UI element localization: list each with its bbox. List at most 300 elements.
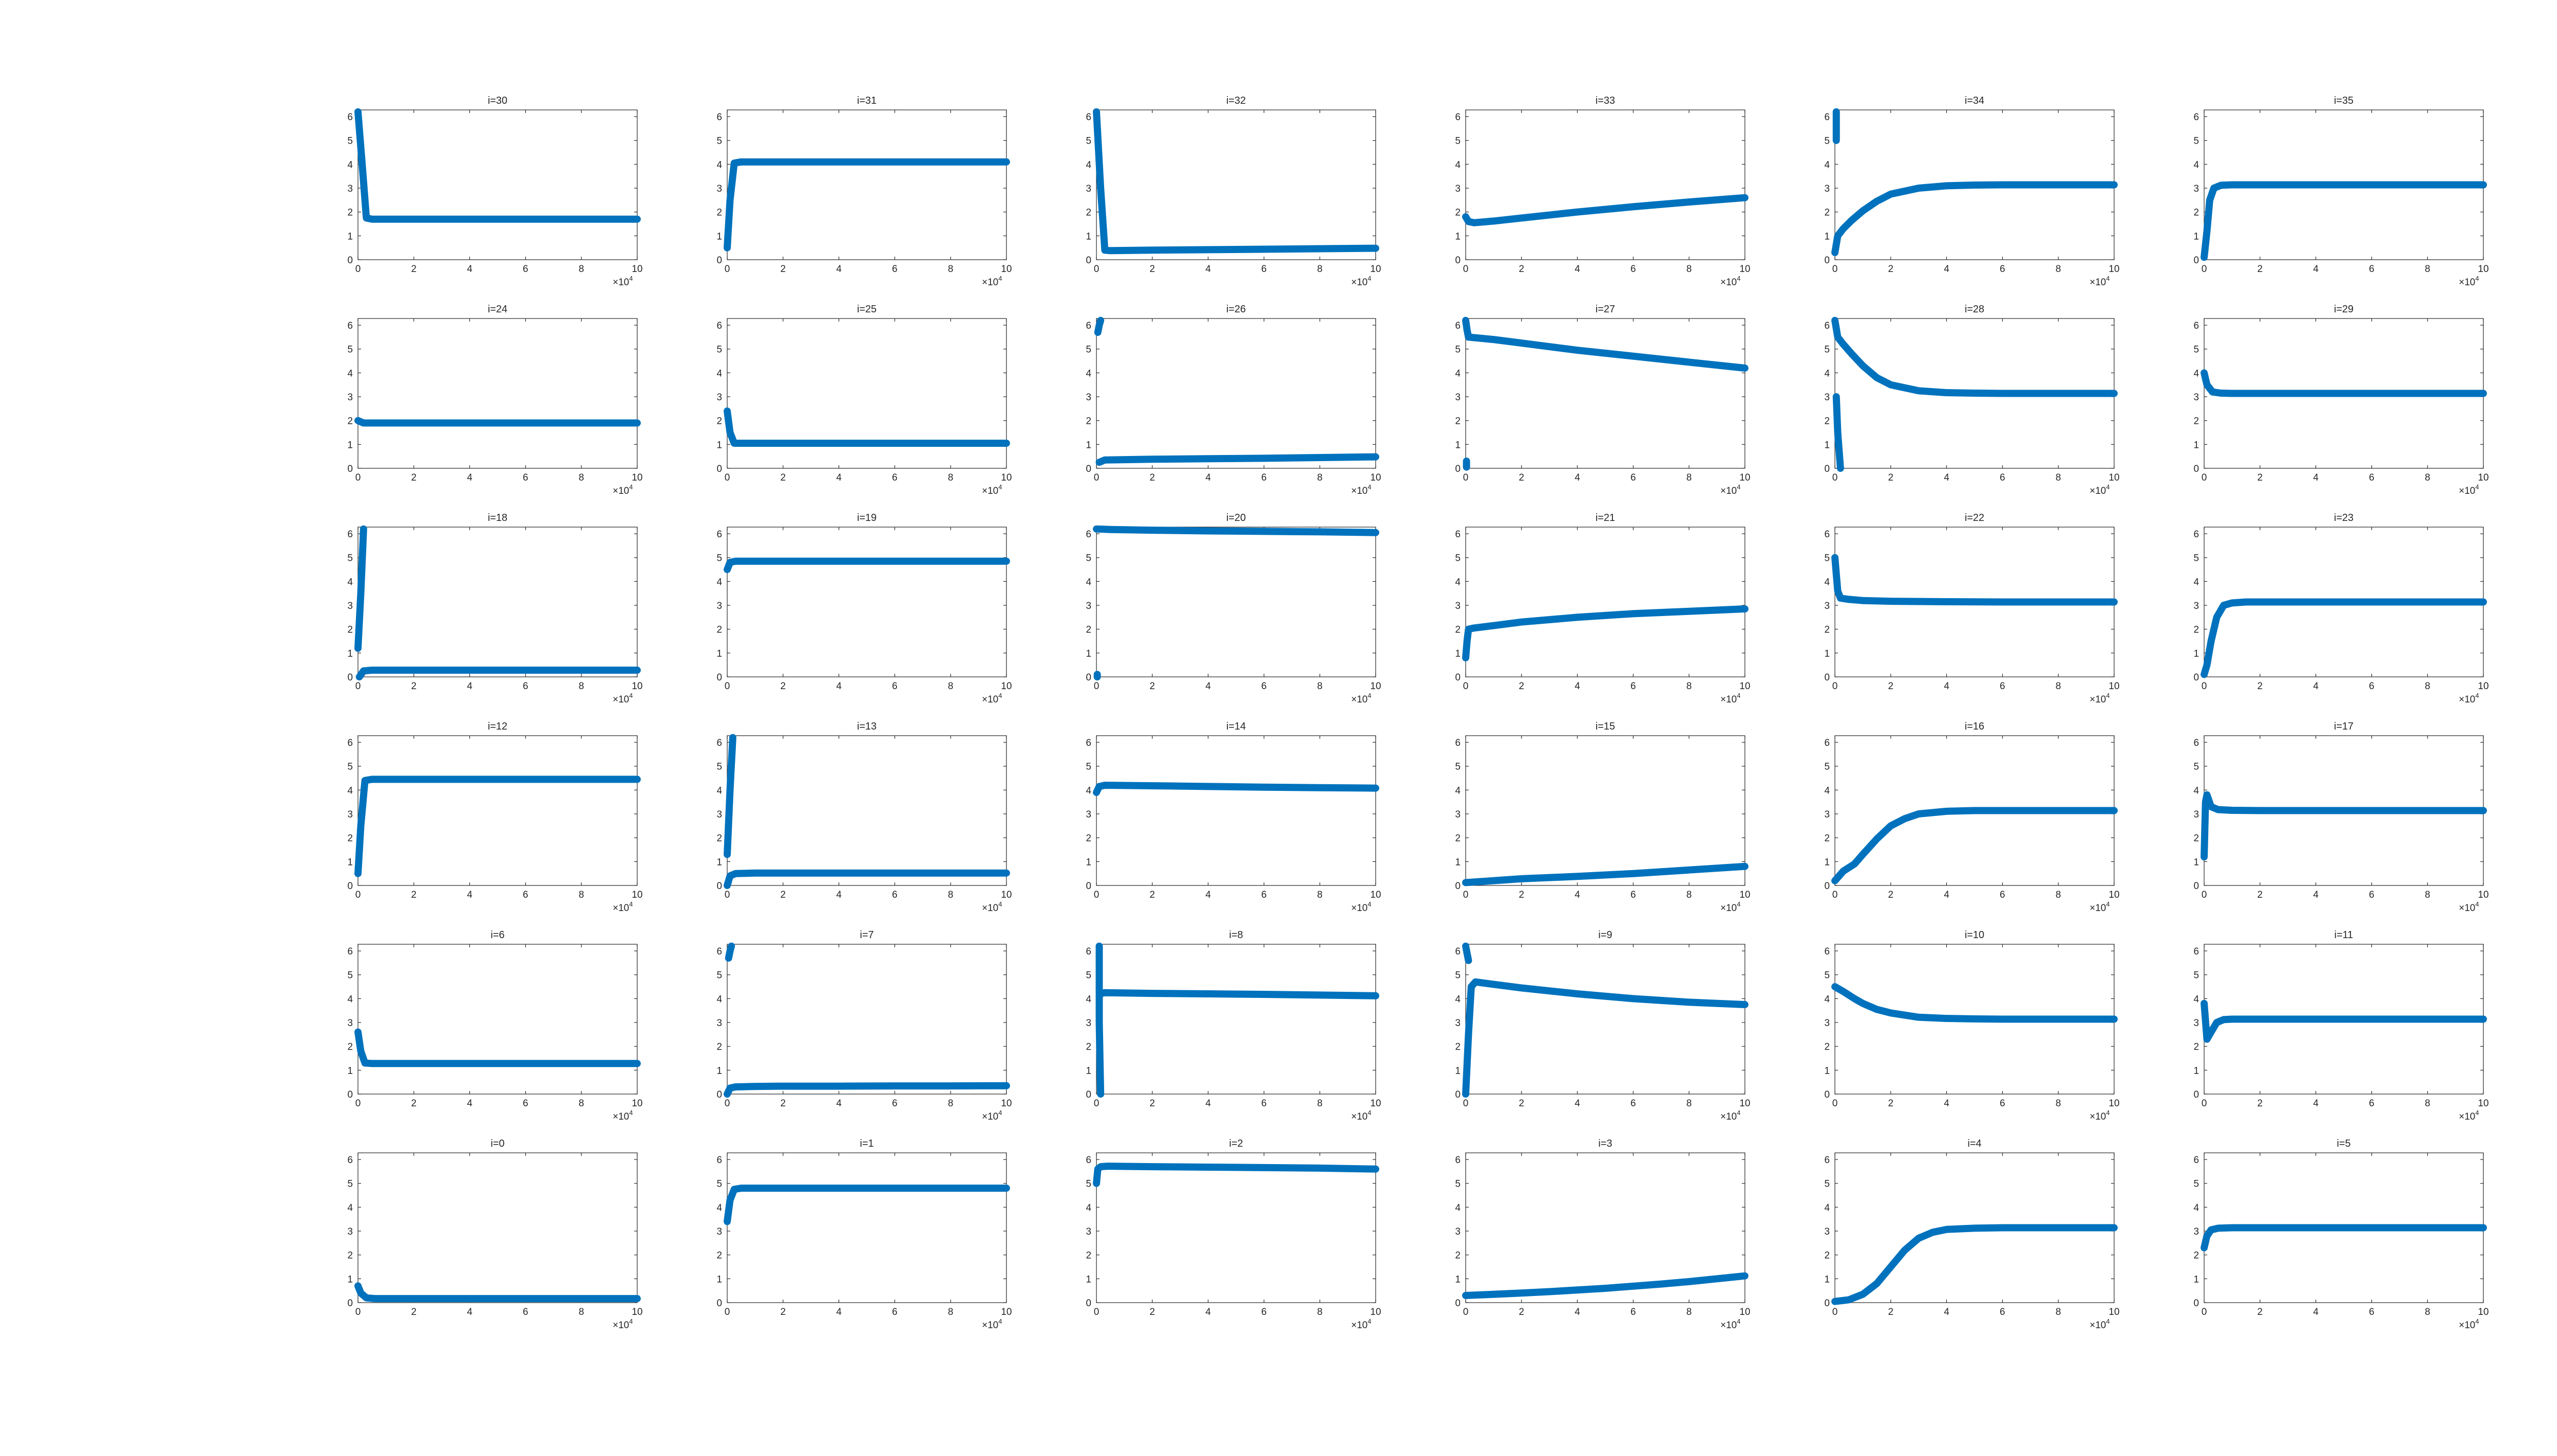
x-tick-label: 2	[2257, 1098, 2263, 1109]
x-exponent-label	[613, 692, 633, 705]
x-tick-label: 8	[948, 1098, 954, 1109]
x-tick-label: 6	[2369, 1307, 2374, 1317]
x-exponent-power: 4	[629, 900, 633, 908]
x-exponent-power: 4	[1367, 692, 1372, 699]
y-tick-label: 1	[1824, 440, 1830, 451]
x-tick-label: 2	[780, 1098, 786, 1109]
y-tick-label: 6	[2193, 738, 2199, 749]
x-exponent-label	[613, 483, 633, 496]
x-tick-label: 4	[1205, 681, 1211, 692]
x-tick-label: 4	[836, 264, 842, 275]
x-exponent-base: ×10	[2459, 277, 2476, 288]
x-exponent-base: ×10	[1720, 694, 1737, 705]
x-tick-label: 8	[1317, 890, 1323, 900]
x-exponent-base: ×10	[613, 1320, 630, 1331]
x-tick-label: 6	[2369, 890, 2374, 900]
x-tick-label: 4	[1205, 1307, 1211, 1317]
x-tick-label: 4	[1575, 264, 1580, 275]
y-tick-label: 4	[1824, 1202, 1830, 1214]
subplot-title: i=34	[1964, 95, 1985, 106]
x-tick-label: 4	[836, 1307, 842, 1317]
y-tick-label: 0	[2193, 255, 2199, 266]
x-exponent-label	[2090, 1317, 2110, 1331]
subplot-title: i=16	[1964, 721, 1985, 732]
x-tick-label: 0	[724, 890, 730, 900]
y-tick-label: 5	[1824, 970, 1830, 981]
x-tick-label: 10	[1739, 1307, 1751, 1317]
y-tick-label: 4	[2193, 1202, 2199, 1214]
y-tick-label: 5	[1824, 761, 1830, 772]
y-tick-label: 6	[1455, 321, 1461, 332]
y-tick-label: 0	[1455, 255, 1461, 266]
y-tick-label: 2	[1455, 207, 1461, 218]
x-tick-label: 0	[355, 1098, 361, 1109]
y-tick-label: 1	[2193, 231, 2199, 242]
y-tick-label: 4	[716, 160, 722, 171]
y-tick-label: 6	[716, 1155, 722, 1166]
y-tick-label: 0	[347, 672, 353, 683]
axes-frame	[358, 1153, 637, 1303]
x-tick-label: 2	[1888, 1098, 1894, 1109]
x-exponent-power: 4	[2475, 275, 2479, 282]
x-tick-label: 2	[2257, 681, 2263, 692]
x-tick-label: 6	[2369, 264, 2374, 275]
y-tick-label: 6	[1824, 529, 1830, 540]
axes-frame	[1096, 944, 1376, 1094]
x-tick-label: 0	[1093, 890, 1100, 900]
x-tick-label: 6	[523, 681, 528, 692]
x-tick-label: 4	[2313, 1098, 2319, 1109]
y-tick-label: 3	[1086, 1226, 1091, 1238]
y-tick-label: 4	[347, 785, 353, 797]
x-tick-label: 6	[1261, 264, 1267, 275]
x-tick-label: 6	[892, 1307, 898, 1317]
y-tick-label: 6	[2193, 946, 2199, 958]
x-exponent-power: 4	[2106, 692, 2110, 699]
x-exponent-label	[1351, 900, 1371, 914]
series-line	[729, 946, 732, 958]
x-tick-label: 2	[780, 890, 786, 900]
x-exponent-base: ×10	[1351, 694, 1368, 705]
x-tick-label: 4	[1205, 1098, 1211, 1109]
y-tick-label: 1	[716, 648, 722, 659]
y-tick-label: 5	[1086, 344, 1091, 355]
x-tick-label: 0	[724, 472, 730, 483]
x-tick-label: 2	[1888, 264, 1894, 275]
x-tick-label: 8	[948, 472, 954, 483]
x-tick-label: 10	[1370, 1307, 1381, 1317]
y-tick-label: 6	[1455, 112, 1461, 123]
y-tick-label: 6	[2193, 1155, 2199, 1166]
x-tick-label: 6	[892, 890, 898, 900]
x-tick-label: 10	[2109, 472, 2120, 483]
x-tick-label: 8	[2055, 264, 2061, 275]
x-tick-label: 10	[632, 1098, 643, 1109]
x-tick-label: 4	[2313, 264, 2319, 275]
y-tick-label: 2	[2193, 624, 2199, 635]
x-tick-label: 8	[1686, 890, 1692, 900]
y-tick-label: 0	[716, 1298, 722, 1309]
x-tick-label: 0	[1463, 1307, 1469, 1317]
x-tick-label: 2	[1518, 1307, 1524, 1317]
y-tick-label: 5	[2193, 1178, 2199, 1190]
x-exponent-label	[2459, 275, 2479, 288]
subplot-title: i=18	[487, 512, 508, 524]
subplot-title: i=8	[1229, 929, 1243, 941]
x-exponent-base: ×10	[1351, 486, 1368, 496]
x-tick-label: 10	[2109, 681, 2120, 692]
x-tick-label: 0	[1832, 472, 1838, 483]
x-exponent-label	[2459, 1109, 2479, 1122]
y-tick-label: 6	[347, 321, 353, 332]
x-exponent-label	[1720, 483, 1740, 496]
series-line	[1100, 946, 1101, 1094]
y-tick-label: 0	[716, 464, 722, 474]
y-tick-label: 0	[347, 1298, 353, 1309]
x-exponent-label	[2090, 275, 2110, 288]
y-tick-label: 4	[2193, 994, 2199, 1005]
x-tick-label: 2	[1518, 1098, 1524, 1109]
y-tick-label: 3	[2193, 392, 2199, 403]
subplot-i-0	[347, 1138, 642, 1331]
y-tick-label: 4	[1086, 785, 1091, 797]
x-tick-label: 8	[578, 681, 585, 692]
y-tick-label: 5	[1455, 553, 1461, 564]
y-tick-label: 6	[1086, 529, 1091, 540]
x-tick-label: 10	[1001, 890, 1012, 900]
x-exponent-base: ×10	[2459, 1320, 2476, 1331]
y-tick-label: 5	[716, 970, 722, 981]
x-tick-label: 10	[1739, 890, 1751, 900]
x-exponent-power: 4	[629, 275, 633, 282]
x-exponent-power: 4	[1367, 1317, 1372, 1325]
x-exponent-base: ×10	[982, 486, 999, 496]
y-tick-label: 6	[1455, 1155, 1461, 1166]
y-tick-label: 1	[2193, 857, 2199, 868]
subplot-i-35	[2193, 95, 2488, 288]
subplot-title: i=25	[857, 304, 877, 315]
y-tick-label: 3	[2193, 184, 2199, 195]
x-exponent-label	[2090, 900, 2110, 914]
y-tick-label: 2	[1086, 1250, 1091, 1261]
x-tick-label: 4	[467, 681, 473, 692]
y-tick-label: 6	[716, 112, 722, 123]
y-tick-label: 2	[716, 1250, 722, 1261]
x-tick-label: 4	[1944, 890, 1949, 900]
subplot-i-15	[1455, 721, 1750, 914]
subplot-title: i=4	[1967, 1138, 1982, 1149]
subplot-title: i=10	[1964, 929, 1985, 941]
y-tick-label: 3	[1455, 1018, 1461, 1029]
x-tick-label: 0	[355, 1307, 361, 1317]
y-tick-label: 0	[716, 255, 722, 266]
x-tick-label: 8	[578, 264, 585, 275]
y-tick-label: 6	[1455, 738, 1461, 749]
y-tick-label: 3	[1455, 601, 1461, 612]
y-tick-label: 2	[716, 416, 722, 427]
y-tick-label: 3	[716, 1226, 722, 1238]
x-tick-label: 8	[2055, 681, 2061, 692]
y-tick-label: 5	[347, 761, 353, 772]
x-tick-label: 6	[523, 264, 528, 275]
y-tick-label: 2	[716, 624, 722, 635]
x-tick-label: 6	[1630, 264, 1636, 275]
x-exponent-base: ×10	[2090, 1111, 2106, 1122]
y-tick-label: 6	[1086, 112, 1091, 123]
y-tick-label: 5	[1824, 1178, 1830, 1190]
x-tick-label: 6	[1261, 1098, 1267, 1109]
x-exponent-base: ×10	[1351, 277, 1368, 288]
x-tick-label: 0	[1832, 681, 1838, 692]
axes-frame	[1096, 1153, 1376, 1303]
y-tick-label: 6	[2193, 321, 2199, 332]
x-tick-label: 6	[1630, 890, 1636, 900]
y-tick-label: 4	[347, 368, 353, 379]
y-tick-label: 0	[2193, 672, 2199, 683]
subplot-i-3	[1455, 1138, 1750, 1331]
subplot-title: i=13	[857, 721, 877, 732]
subplot-title: i=2	[1229, 1138, 1243, 1149]
x-tick-label: 4	[1575, 472, 1580, 483]
y-tick-label: 3	[1455, 809, 1461, 821]
x-tick-label: 8	[2055, 890, 2061, 900]
subplot-i-28	[1824, 304, 2119, 496]
x-tick-label: 0	[1093, 1098, 1100, 1109]
y-tick-label: 6	[716, 321, 722, 332]
x-tick-label: 8	[578, 890, 585, 900]
x-tick-label: 8	[1317, 1307, 1323, 1317]
y-tick-label: 5	[2193, 761, 2199, 772]
y-tick-label: 6	[1824, 1155, 1830, 1166]
x-exponent-label	[1720, 275, 1740, 288]
y-tick-label: 1	[716, 231, 722, 242]
axes-frame	[727, 944, 1006, 1094]
y-tick-label: 3	[716, 1018, 722, 1029]
subplot-title: i=30	[487, 95, 508, 106]
y-tick-label: 6	[1824, 946, 1830, 958]
y-tick-label: 2	[1824, 416, 1830, 427]
x-tick-label: 10	[1739, 264, 1751, 275]
x-tick-label: 10	[632, 1307, 643, 1317]
subplot-i-18	[347, 512, 642, 705]
x-tick-label: 0	[2201, 1307, 2207, 1317]
x-tick-label: 4	[467, 1307, 473, 1317]
y-tick-label: 4	[2193, 160, 2199, 171]
x-tick-label: 8	[578, 1307, 585, 1317]
x-tick-label: 10	[1001, 681, 1012, 692]
x-tick-label: 2	[780, 681, 786, 692]
y-tick-label: 4	[2193, 368, 2199, 379]
x-tick-label: 6	[523, 472, 528, 483]
x-tick-label: 10	[632, 681, 643, 692]
x-tick-label: 8	[578, 472, 585, 483]
x-exponent-power: 4	[1737, 275, 1741, 282]
x-tick-label: 0	[1093, 264, 1100, 275]
y-tick-label: 0	[1824, 1298, 1830, 1309]
y-tick-label: 2	[716, 207, 722, 218]
y-tick-label: 1	[347, 1065, 353, 1077]
y-tick-label: 3	[716, 809, 722, 821]
y-tick-label: 3	[2193, 601, 2199, 612]
x-tick-label: 4	[1205, 472, 1211, 483]
y-tick-label: 0	[2193, 881, 2199, 892]
y-tick-label: 5	[1824, 553, 1830, 564]
x-tick-label: 4	[467, 264, 473, 275]
x-tick-label: 2	[1888, 681, 1894, 692]
y-tick-label: 1	[2193, 1065, 2199, 1077]
y-tick-label: 5	[1455, 344, 1461, 355]
y-tick-label: 2	[1824, 1041, 1830, 1053]
x-tick-label: 8	[2055, 1098, 2061, 1109]
x-tick-label: 2	[1149, 1307, 1155, 1317]
x-tick-label: 2	[1149, 681, 1155, 692]
x-tick-label: 10	[2109, 1098, 2120, 1109]
y-tick-label: 6	[347, 738, 353, 749]
x-exponent-label	[1351, 692, 1371, 705]
x-tick-label: 10	[1001, 1307, 1012, 1317]
subplot-i-26	[1086, 304, 1381, 496]
y-tick-label: 3	[1086, 184, 1091, 195]
y-tick-label: 3	[716, 392, 722, 403]
x-tick-label: 8	[1317, 1098, 1323, 1109]
x-tick-label: 0	[1832, 1098, 1838, 1109]
y-tick-label: 5	[347, 1178, 353, 1190]
y-tick-label: 5	[1086, 1178, 1091, 1190]
y-tick-label: 0	[347, 464, 353, 474]
y-tick-label: 2	[1086, 207, 1091, 218]
y-tick-label: 0	[1824, 255, 1830, 266]
x-exponent-power: 4	[1367, 900, 1372, 908]
y-tick-label: 5	[1824, 344, 1830, 355]
y-tick-label: 5	[716, 1178, 722, 1190]
x-tick-label: 2	[2257, 264, 2263, 275]
y-tick-label: 5	[347, 344, 353, 355]
y-tick-label: 5	[347, 970, 353, 981]
x-tick-label: 0	[724, 1307, 730, 1317]
subplot-title: i=9	[1598, 929, 1612, 941]
x-tick-label: 8	[1686, 681, 1692, 692]
y-tick-label: 2	[347, 1250, 353, 1261]
y-tick-label: 2	[1824, 1250, 1830, 1261]
x-exponent-base: ×10	[613, 1111, 630, 1122]
x-exponent-label	[982, 1109, 1002, 1122]
x-exponent-power: 4	[2106, 900, 2110, 908]
x-tick-label: 10	[2478, 472, 2489, 483]
y-tick-label: 2	[2193, 416, 2199, 427]
y-tick-label: 3	[347, 1226, 353, 1238]
x-tick-label: 10	[2478, 1098, 2489, 1109]
y-tick-label: 1	[1824, 1065, 1830, 1077]
x-tick-label: 10	[2109, 1307, 2120, 1317]
x-tick-label: 0	[1832, 1307, 1838, 1317]
y-tick-label: 6	[1086, 738, 1091, 749]
x-exponent-power: 4	[2106, 275, 2110, 282]
y-tick-label: 5	[1086, 761, 1091, 772]
y-tick-label: 1	[1824, 857, 1830, 868]
x-exponent-label	[2459, 692, 2479, 705]
x-tick-label: 4	[1944, 1098, 1949, 1109]
x-exponent-power: 4	[2475, 900, 2479, 908]
x-tick-label: 8	[2055, 1307, 2061, 1317]
y-tick-label: 0	[2193, 464, 2199, 474]
x-tick-label: 8	[2425, 681, 2431, 692]
y-tick-label: 2	[1455, 1041, 1461, 1053]
subplot-i-31	[716, 95, 1012, 288]
y-tick-label: 3	[1824, 1226, 1830, 1238]
x-tick-label: 6	[2369, 1098, 2374, 1109]
x-tick-label: 8	[2425, 264, 2431, 275]
x-tick-label: 8	[2425, 1307, 2431, 1317]
y-tick-label: 6	[1086, 1155, 1091, 1166]
x-tick-label: 4	[2313, 681, 2319, 692]
x-tick-label: 2	[780, 264, 786, 275]
x-tick-label: 4	[1944, 264, 1949, 275]
y-tick-label: 4	[716, 785, 722, 797]
x-exponent-power: 4	[2475, 483, 2479, 491]
y-tick-label: 5	[1455, 970, 1461, 981]
y-tick-label: 2	[716, 1041, 722, 1053]
subplot-title: i=22	[1964, 512, 1985, 524]
x-tick-label: 6	[1261, 890, 1267, 900]
y-tick-label: 6	[716, 529, 722, 540]
x-tick-label: 2	[411, 472, 417, 483]
subplot-i-32	[1086, 95, 1381, 288]
y-tick-label: 3	[347, 392, 353, 403]
y-tick-label: 2	[1455, 1250, 1461, 1261]
y-tick-label: 3	[2193, 809, 2199, 821]
x-exponent-label	[1351, 275, 1371, 288]
y-tick-label: 1	[1455, 1065, 1461, 1077]
x-tick-label: 0	[1463, 681, 1469, 692]
y-tick-label: 1	[1455, 648, 1461, 659]
x-tick-label: 0	[2201, 264, 2207, 275]
y-tick-label: 4	[1824, 577, 1830, 588]
x-exponent-base: ×10	[2459, 1111, 2476, 1122]
x-tick-label: 4	[2313, 890, 2319, 900]
x-tick-label: 6	[2000, 890, 2005, 900]
subplot-title: i=24	[487, 304, 508, 315]
x-exponent-label	[1720, 1317, 1740, 1331]
y-tick-label: 3	[1824, 601, 1830, 612]
x-tick-label: 0	[2201, 472, 2207, 483]
subplot-i-7	[716, 929, 1012, 1122]
subplot-i-30	[347, 95, 642, 288]
y-tick-label: 4	[716, 368, 722, 379]
y-tick-label: 4	[1455, 368, 1461, 379]
y-tick-label: 1	[347, 231, 353, 242]
x-exponent-power: 4	[998, 692, 1002, 699]
x-tick-label: 4	[2313, 472, 2319, 483]
x-exponent-base: ×10	[982, 694, 999, 705]
y-tick-label: 0	[347, 255, 353, 266]
y-tick-label: 5	[716, 553, 722, 564]
x-exponent-power: 4	[2475, 1109, 2479, 1117]
x-tick-label: 6	[2000, 1098, 2005, 1109]
subplot-i-8	[1086, 929, 1381, 1122]
y-tick-label: 4	[1455, 994, 1461, 1005]
axes-frame	[727, 736, 1006, 885]
y-tick-label: 2	[1824, 833, 1830, 844]
x-exponent-label	[613, 1317, 633, 1331]
y-tick-label: 2	[716, 833, 722, 844]
y-tick-label: 4	[1455, 160, 1461, 171]
y-tick-label: 3	[1824, 1018, 1830, 1029]
x-tick-label: 8	[948, 681, 954, 692]
subplot-title: i=14	[1226, 721, 1246, 732]
x-exponent-power: 4	[998, 275, 1002, 282]
x-tick-label: 6	[1261, 1307, 1267, 1317]
subplot-i-6	[347, 929, 642, 1122]
